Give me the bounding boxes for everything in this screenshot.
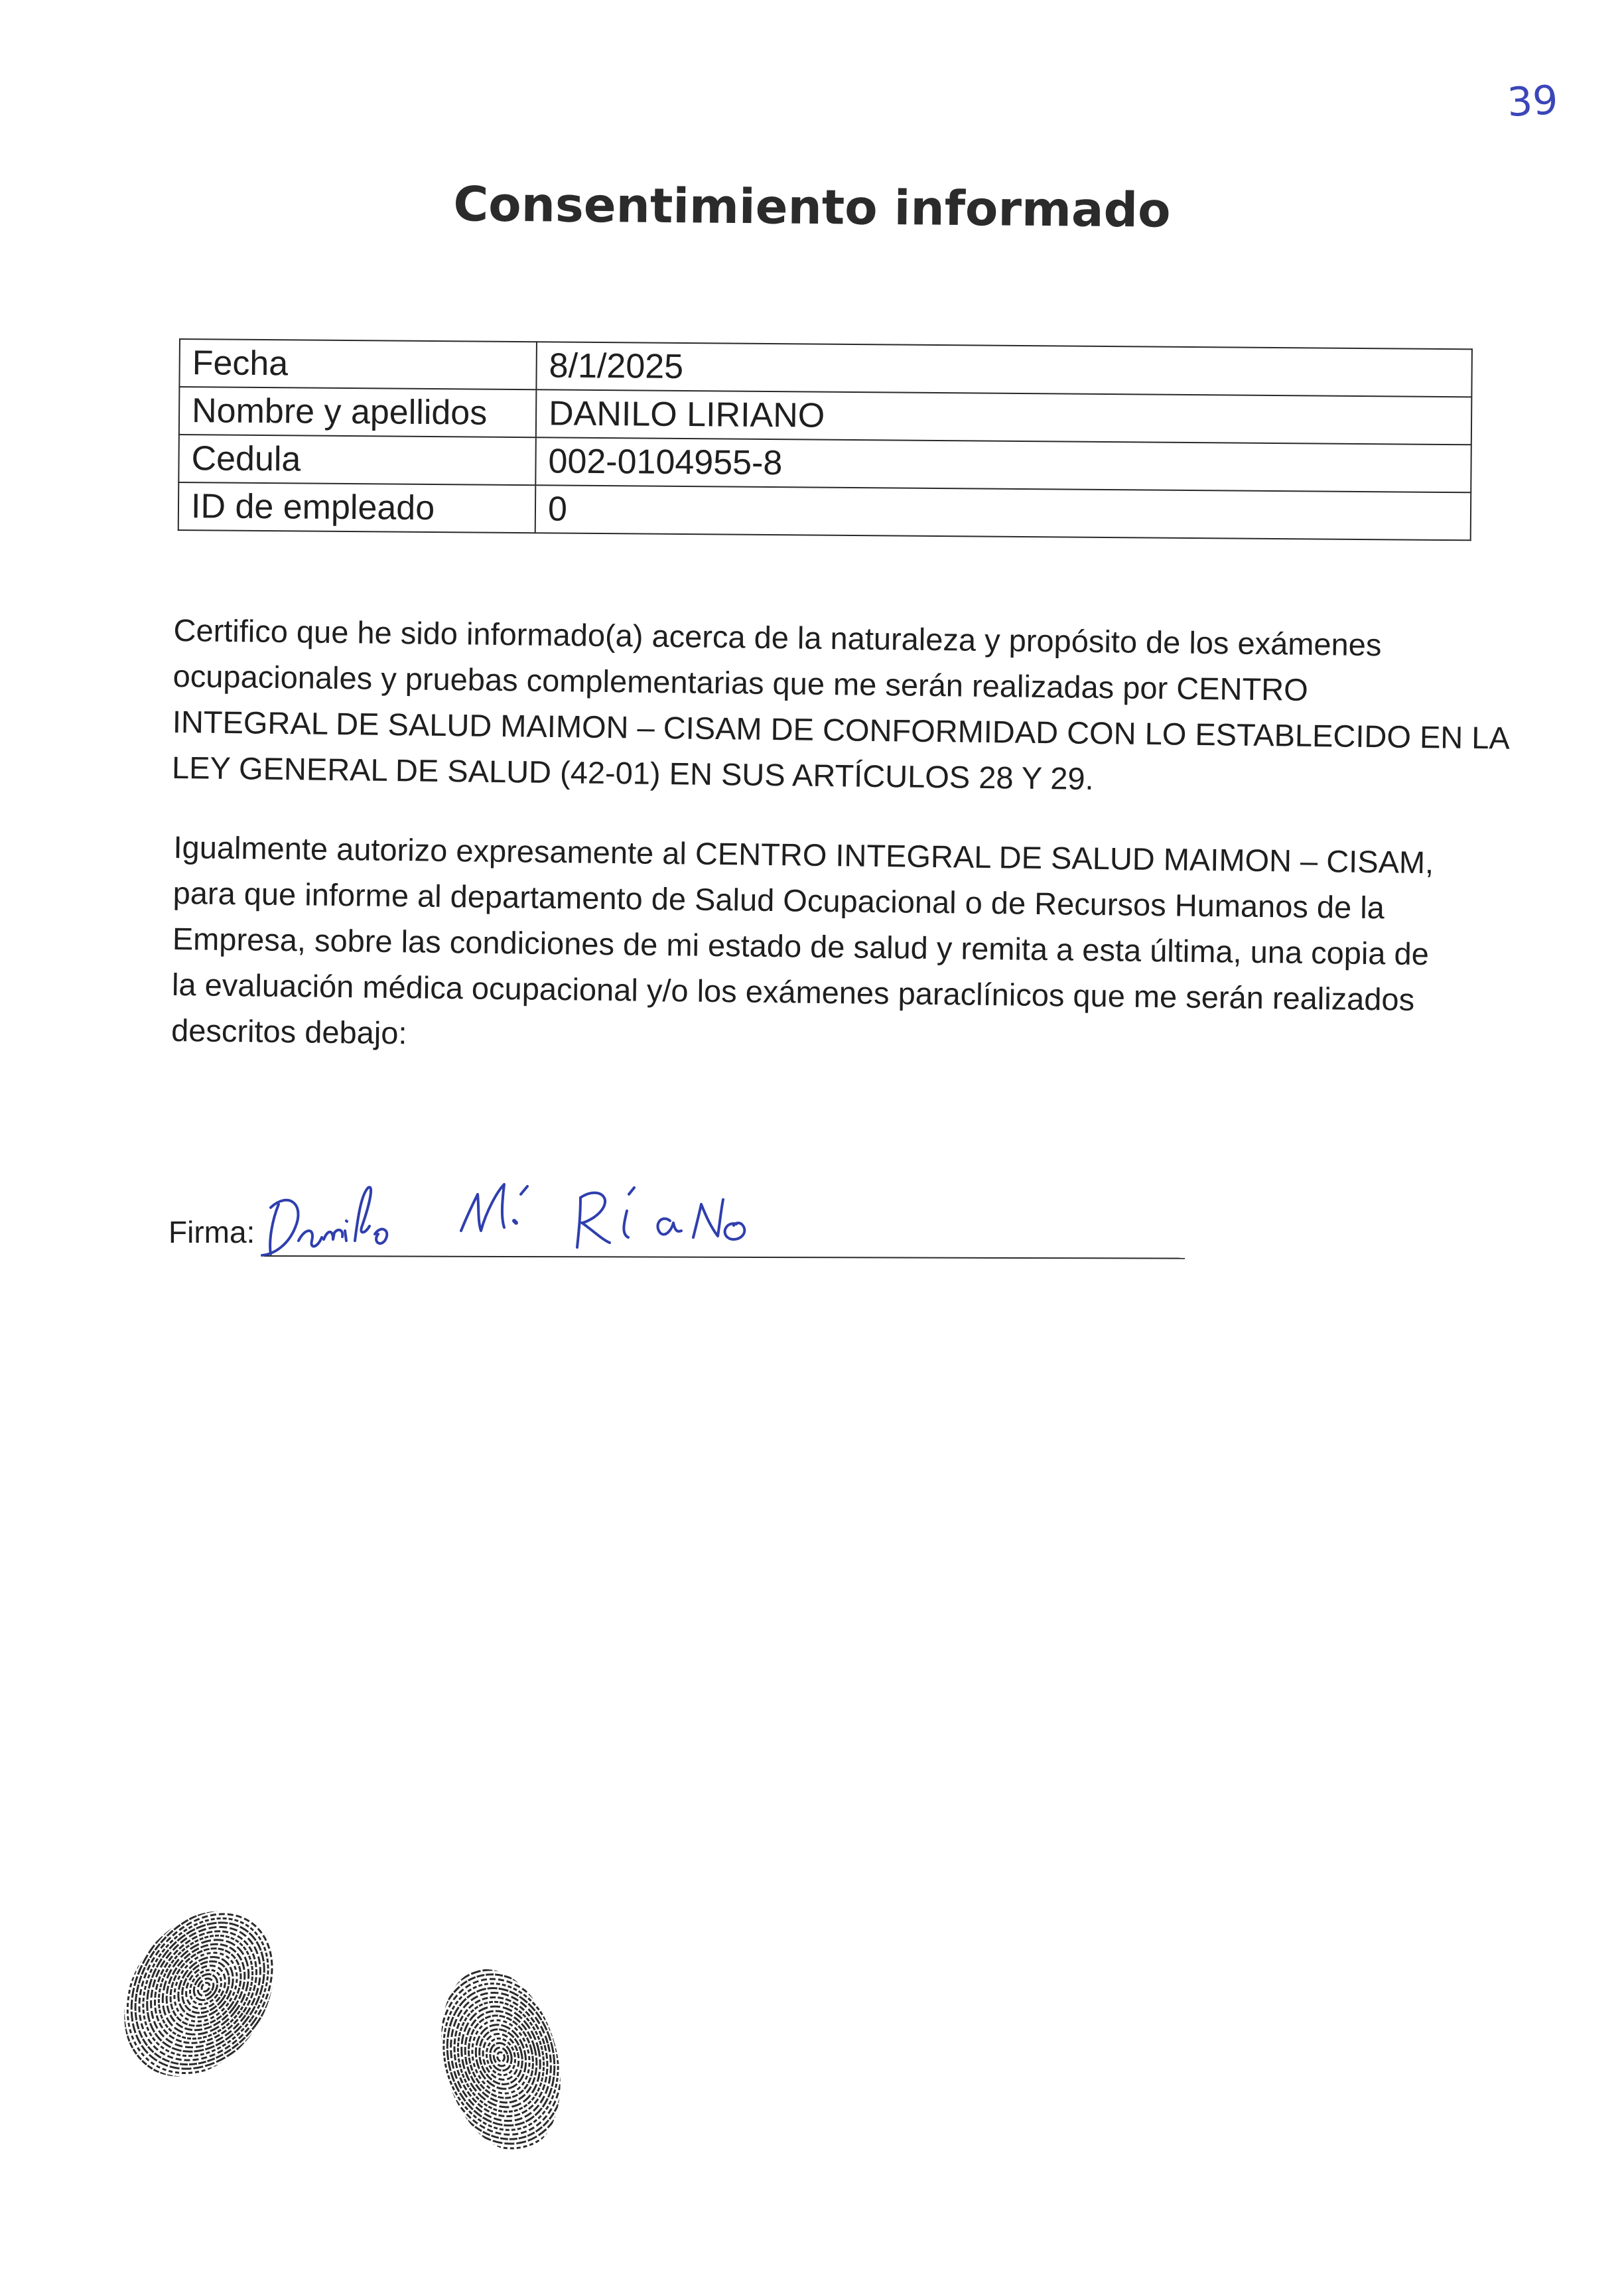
fingerprint-ridge [496, 2051, 506, 2062]
fingerprint-ridge [123, 1900, 288, 2074]
info-row-id-empleado [178, 482, 1471, 540]
info-label: Fecha [179, 339, 537, 389]
paragraph-line: Certifico que he sido informado(a) acerca de la naturaleza y propósito de los exámenes [173, 612, 1382, 663]
info-label: ID de empleado [178, 482, 536, 533]
authorization-paragraph [171, 824, 1467, 1069]
certification-paragraph [171, 607, 1511, 806]
paragraph-line: para que informe al departamento de Salud Ocupacional o de Recursos Humanos de la [172, 874, 1385, 926]
info-label: Cedula [178, 435, 536, 485]
fingerprint-ridge [145, 1923, 267, 2051]
fingerprint-left [106, 1898, 292, 2090]
info-table [178, 338, 1473, 541]
fingerprint-ridge [172, 1953, 239, 2022]
paragraph-line: Empresa, sobre las condiciones de mi estado de salud y remita a esta última, una copia de [172, 920, 1430, 972]
paragraph-line: ocupacionales y pruebas complementarias que me serán realizadas por CENTRO [172, 658, 1309, 707]
fingerprint-right [425, 1957, 577, 2163]
info-label: Nombre y apellidos [179, 387, 537, 437]
signature-label: Firma: [169, 1215, 255, 1249]
paragraph-line: LEY GENERAL DE SALUD (42-01) EN SUS ARTÍCULOS 28 Y 29. [171, 749, 1094, 796]
info-value: DANILO LIRIANO [536, 389, 1472, 445]
paragraph-line: INTEGRAL DE SALUD MAIMON – CISAM DE CONFORMIDAD CON LO ESTABLECIDO EN LA [172, 703, 1511, 756]
fingerprint-ridge [139, 1917, 272, 2057]
fingerprint-ridge [200, 1981, 212, 1992]
info-table-container [178, 338, 1473, 541]
info-value: 002-0104955-8 [535, 437, 1471, 492]
info-value: 8/1/2025 [536, 342, 1472, 397]
fingerprint-ridge [492, 2046, 510, 2067]
paragraph-line: Igualmente autorizo expresamente al CENTRO INTEGRAL DE SALUD MAIMON – CISAM, [173, 829, 1434, 880]
paragraph-line: descritos debajo: [170, 1012, 407, 1051]
document-title: Consentimiento informado [453, 176, 1171, 238]
page-number: 39 [1506, 77, 1560, 126]
paragraph-line: la evaluación médica ocupacional y/o los exámenes paraclínicos que me serán realizados [171, 966, 1415, 1017]
handwritten-signature [259, 1141, 856, 1274]
info-value: 0 [535, 485, 1471, 540]
